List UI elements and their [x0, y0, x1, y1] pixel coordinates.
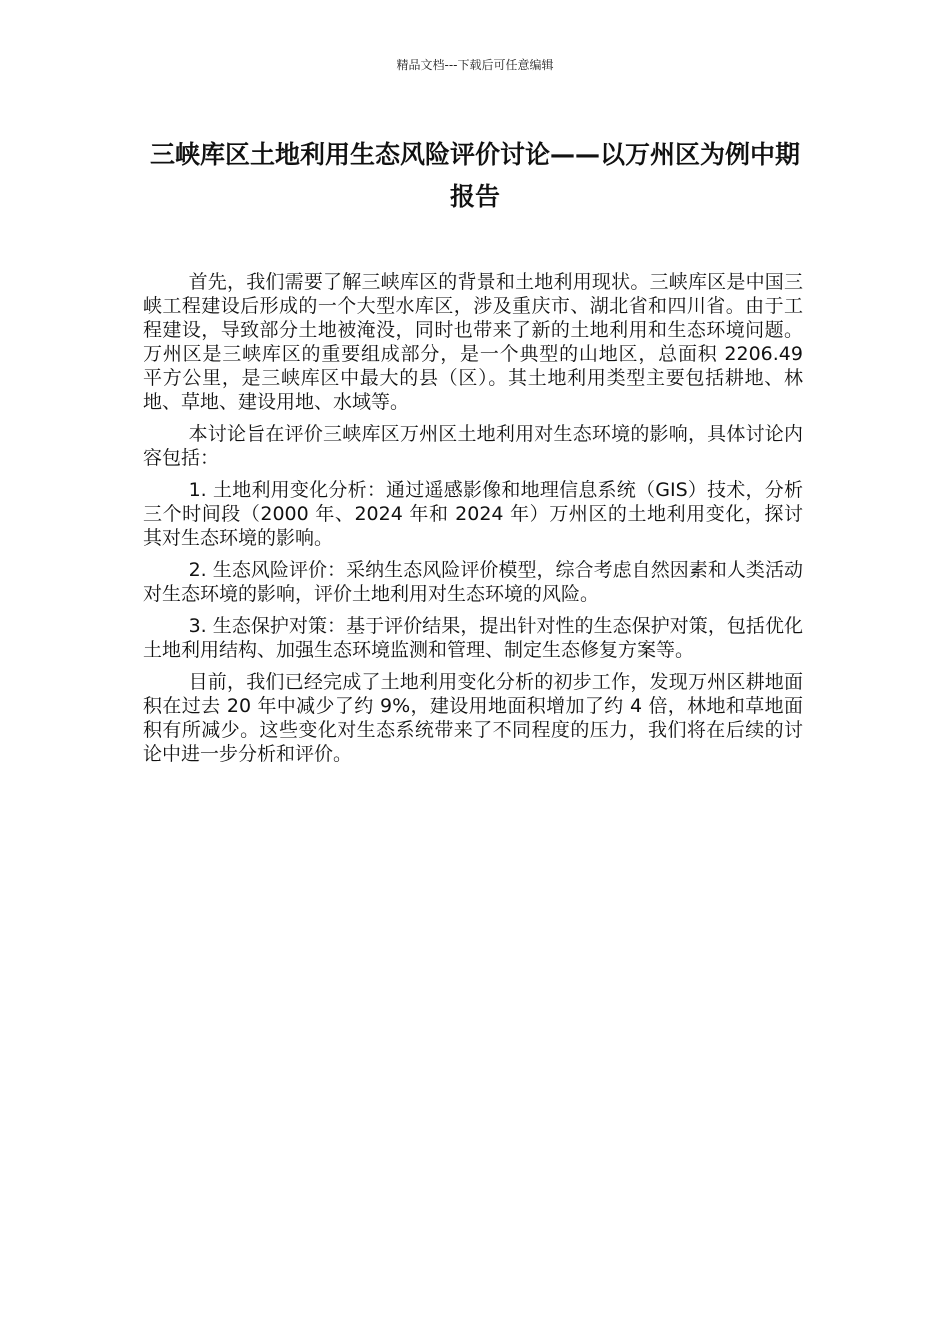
paragraph-item-1: 1. 土地利用变化分析：通过遥感影像和地理信息系统（GIS）技术，分析三个时间段（2000 年、2024 年和 2024 年）万州区的土地利用变化，探讨其对生态环境的影响。	[143, 479, 803, 549]
page-header: 精品文档---下载后可任意编辑	[396, 58, 554, 72]
document-body	[143, 270, 803, 774]
paragraph-purpose: 本讨论旨在评价三峡库区万州区土地利用对生态环境的影响，具体讨论内容包括：	[143, 423, 803, 469]
paragraph-item-2: 2. 生态风险评价：采纳生态风险评价模型，综合考虑自然因素和人类活动对生态环境的影响，评价土地利用对生态环境的风险。	[143, 559, 803, 605]
document-title: 三峡库区土地利用生态风险评价讨论——以万州区为例中期报告	[149, 140, 800, 211]
paragraph-item-3: 3. 生态保护对策：基于评价结果，提出针对性的生态保护对策，包括优化土地利用结构、加强生态环境监测和管理、制定生态修复方案等。	[143, 615, 803, 661]
paragraph-progress: 目前，我们已经完成了土地利用变化分析的初步工作，发现万州区耕地面积在过去 20 年中减少了约 9%，建设用地面积增加了约 4 倍，林地和草地面积有所减少。这些变化对生态系统带来了不同程度的压力，我们将在后续的讨论中进一步分析和评价。	[143, 671, 803, 765]
paragraph-background: 首先，我们需要了解三峡库区的背景和土地利用现状。三峡库区是中国三峡工程建设后形成的一个大型水库区，涉及重庆市、湖北省和四川省。由于工程建设，导致部分土地被淹没，同时也带来了新的土地利用和生态环境问题。万州区是三峡库区的重要组成部分，是一个典型的山地区，总面积 2206.49 平方公里，是三峡库区中最大的县（区）。其土地利用类型主要包括耕地、林地、草地、建设用地、水域等。	[143, 271, 803, 413]
